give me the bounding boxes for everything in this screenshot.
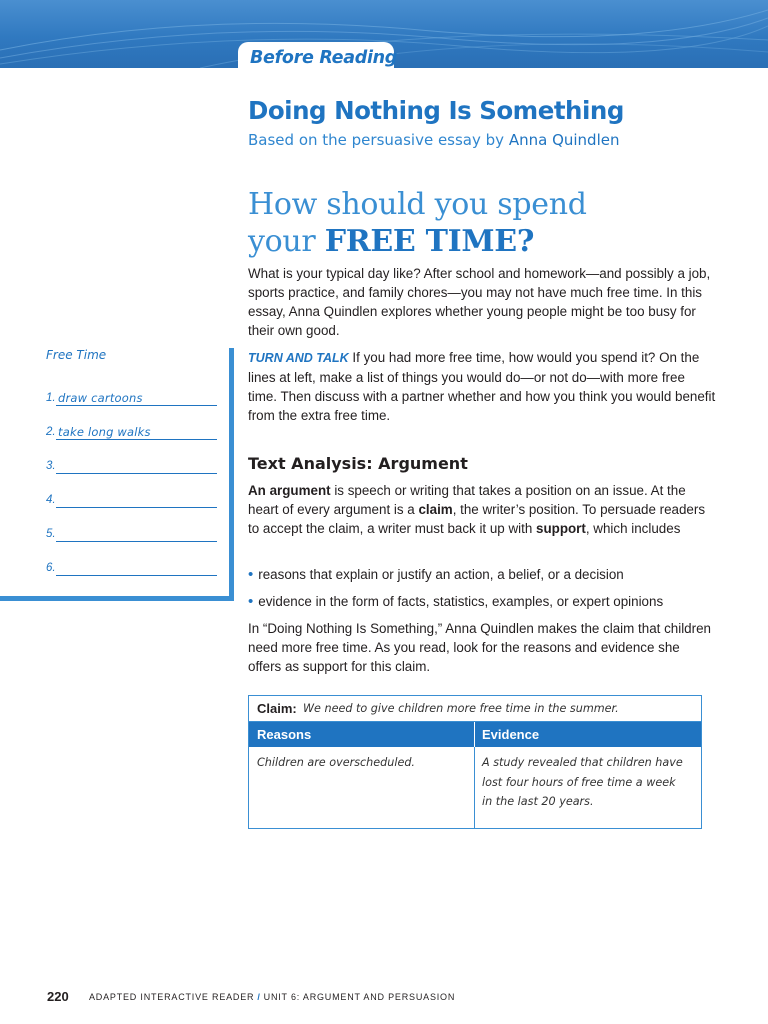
argument-text-3: , which includes (585, 521, 681, 536)
term-claim: claim (418, 502, 453, 517)
write-line[interactable] (56, 439, 217, 440)
free-time-item-number: 3. (46, 460, 56, 472)
write-line[interactable] (56, 541, 217, 542)
bullet-item (248, 592, 663, 611)
write-line[interactable] (56, 473, 217, 474)
free-time-item-text: draw cartoons (58, 391, 143, 405)
question-line-2-prefix: your (248, 224, 316, 259)
claim-text[interactable]: We need to give children more free time in the summer. (303, 702, 619, 715)
page-number: 220 (47, 989, 69, 1004)
footer-slash: / (257, 992, 261, 1002)
header-evidence: Evidence (482, 727, 540, 742)
argument-text-2: , the writer’s position. To persuade readers to accept the claim, a writer must back it up with (248, 502, 706, 536)
write-line[interactable] (56, 575, 217, 576)
evidence-line: lost four hours of free time a week (482, 775, 676, 789)
side-panel-border (229, 348, 234, 601)
subtitle-author: Anna Quindlen (508, 131, 620, 149)
free-time-item (46, 522, 217, 542)
page-subtitle (248, 131, 619, 149)
write-line[interactable] (56, 507, 217, 508)
claim-support-table (248, 695, 702, 829)
bullet-icon: • (248, 566, 254, 583)
page-title: Doing Nothing Is Something (248, 96, 624, 125)
header-divider (474, 722, 475, 747)
evidence-line: A study revealed that children have (482, 756, 683, 769)
header-reasons: Reasons (257, 727, 312, 742)
free-time-item-number: 6. (46, 562, 56, 574)
essential-question (248, 186, 587, 260)
bullet-text: reasons that explain or justify an action, a belief, or a decision (258, 567, 624, 582)
subtitle-prefix: Based on the persuasive essay by (248, 131, 505, 149)
turn-and-talk-text: If you had more free time, how would you spend it? On the lines at left, make a list of things you would do—or not do—with more free time. Then discuss with a partner whether and how you think you would benefit from the extra free time. (248, 350, 716, 423)
free-time-item (46, 386, 217, 406)
term-support: support (536, 521, 586, 536)
argument-text-1: is speech or writing that takes a position on an issue. At the heart of every argument is a (248, 483, 686, 517)
section-heading: Text Analysis: Argument (248, 454, 468, 473)
intro-paragraph: What is your typical day like? After school and homework—and possibly a job, sports practice, and family chores—you may not have much free time. In this essay, Anna Quindlen explores whether young people might be too busy for their own good. (248, 266, 711, 338)
free-time-item (46, 420, 217, 440)
section-tab-label: Before Reading (250, 48, 398, 68)
footer-unit: UNIT 6: ARGUMENT AND PERSUASION (263, 992, 456, 1002)
bullet-icon: • (248, 593, 254, 610)
free-time-item-number: 1. (46, 392, 56, 404)
side-panel-bottom-border (0, 596, 234, 601)
turn-and-talk-paragraph (248, 348, 716, 425)
question-line-1: How should you spend (248, 187, 587, 222)
free-time-item-number: 2. (46, 426, 56, 438)
question-line-2 (248, 223, 587, 260)
bullet-text: evidence in the form of facts, statistics, examples, or expert opinions (258, 594, 664, 609)
free-time-item (46, 556, 217, 576)
running-footer (89, 992, 455, 1002)
free-time-item-text: take long walks (58, 425, 151, 439)
claim-label: Claim: (257, 701, 297, 716)
free-time-title: Free Time (46, 348, 107, 362)
turn-and-talk-label: TURN AND TALK (248, 351, 349, 365)
free-time-item (46, 454, 217, 474)
term-argument: An argument (248, 483, 331, 498)
free-time-item-number: 4. (46, 494, 56, 506)
bullet-item (248, 565, 624, 584)
question-line-2-strong: FREE TIME? (324, 224, 535, 259)
evidence-line: in the last 20 years. (482, 795, 594, 808)
evidence-cell[interactable] (482, 753, 683, 812)
reason-cell[interactable]: Children are overscheduled. (257, 756, 415, 769)
argument-paragraph (248, 481, 716, 538)
claim-row (249, 696, 701, 722)
free-time-item (46, 488, 217, 508)
footer-book: ADAPTED INTERACTIVE READER (89, 992, 255, 1002)
write-line[interactable] (56, 405, 217, 406)
claim-paragraph: In “Doing Nothing Is Something,” Anna Quindlen makes the claim that children need more free time. As you read, look for the reasons and evidence she offers as support for this claim. (248, 621, 711, 674)
free-time-item-number: 5. (46, 528, 56, 540)
table-header-row (249, 722, 701, 747)
